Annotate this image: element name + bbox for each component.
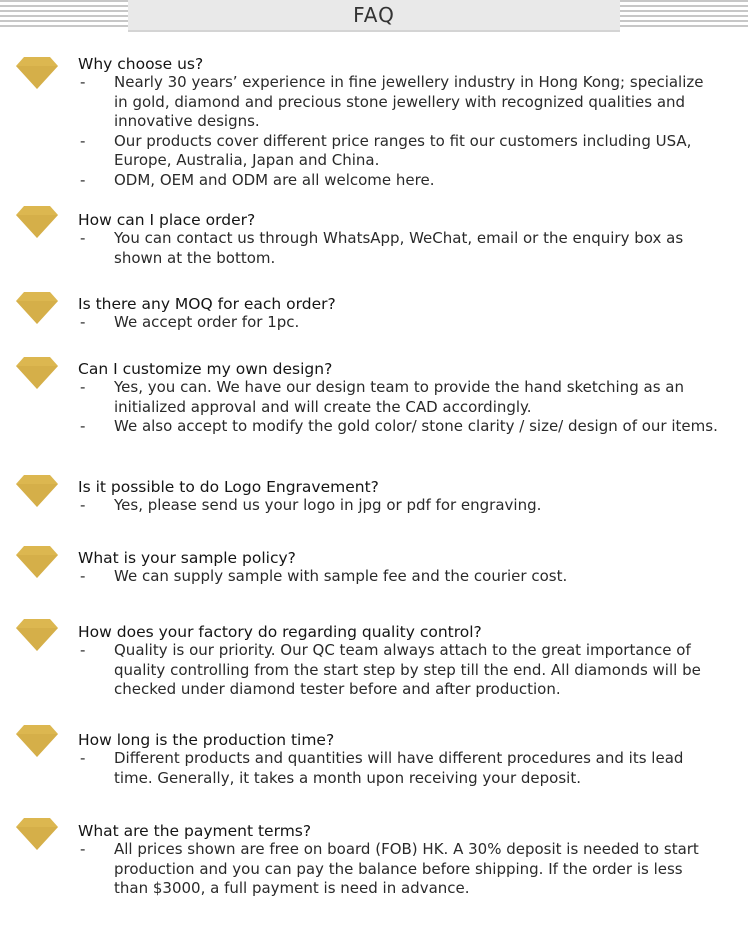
faq-answer: - Yes, please send us your logo in jpg or pdf for engraving. [78, 496, 718, 516]
faq-answer-list [78, 229, 718, 268]
faq-answer: - All prices shown are free on board (FOB) HK. A 30% deposit is needed to start production and you can pay the balance before shipping. If the order is less than $3000, a full payment is need in advance. [78, 840, 718, 899]
diamond-icon [16, 475, 58, 507]
diamond-icon [16, 357, 58, 389]
faq-question: How can I place order? [78, 211, 256, 229]
diamond-icon [16, 725, 58, 757]
faq-question: Is there any MOQ for each order? [78, 295, 336, 313]
faq-question: What is your sample policy? [78, 549, 296, 567]
diamond-icon [16, 619, 58, 651]
faq-answer: - Yes, you can. We have our design team to provide the hand sketching as an initialized approval and will create the CAD accordingly. [78, 378, 718, 417]
header-stripes-right [620, 0, 748, 28]
faq-answer-list [78, 313, 718, 333]
faq-answer: - You can contact us through WhatsApp, WeChat, email or the enquiry box as shown at the bottom. [78, 229, 718, 268]
faq-header [0, 0, 748, 32]
faq-answer: - We accept order for 1pc. [78, 313, 718, 333]
header-stripes-left [0, 0, 128, 28]
faq-answer: - Quality is our priority. Our QC team always attach to the great importance of quality controlling from the start step by step till the end. All diamonds will be checked under diamond tester before and after production. [78, 641, 718, 700]
faq-question: How long is the production time? [78, 731, 335, 749]
faq-question: What are the payment terms? [78, 822, 312, 840]
diamond-icon [16, 57, 58, 89]
diamond-icon [16, 206, 58, 238]
faq-question: Is it possible to do Logo Engravement? [78, 478, 379, 496]
faq-answer: - We also accept to modify the gold color/ stone clarity / size/ design of our items. [78, 417, 718, 437]
faq-answer: - Our products cover different price ranges to fit our customers including USA, Europe, Australia, Japan and China. [78, 132, 718, 171]
page-title: FAQ [128, 0, 620, 32]
diamond-icon [16, 546, 58, 578]
faq-answer-list [78, 749, 718, 788]
diamond-icon [16, 818, 58, 850]
faq-answer: - ODM, OEM and ODM are all welcome here. [78, 171, 718, 191]
faq-answer: - We can supply sample with sample fee and the courier cost. [78, 567, 718, 587]
diamond-icon [16, 292, 58, 324]
faq-question: Can I customize my own design? [78, 360, 333, 378]
faq-answer: - Nearly 30 years’ experience in fine jewellery industry in Hong Kong; specialize in gold, diamond and precious stone jewellery with recognized qualities and innovative designs. [78, 73, 718, 132]
faq-answer-list [78, 840, 718, 899]
faq-question: Why choose us? [78, 55, 204, 73]
faq-answer-list [78, 496, 718, 516]
faq-answer-list [78, 378, 718, 437]
faq-answer-list [78, 641, 718, 700]
faq-answer-list [78, 73, 718, 190]
faq-question: How does your factory do regarding quality control? [78, 623, 482, 641]
faq-answer-list [78, 567, 718, 587]
faq-answer: - Different products and quantities will have different procedures and its lead time. Generally, it takes a month upon receiving your deposit. [78, 749, 718, 788]
